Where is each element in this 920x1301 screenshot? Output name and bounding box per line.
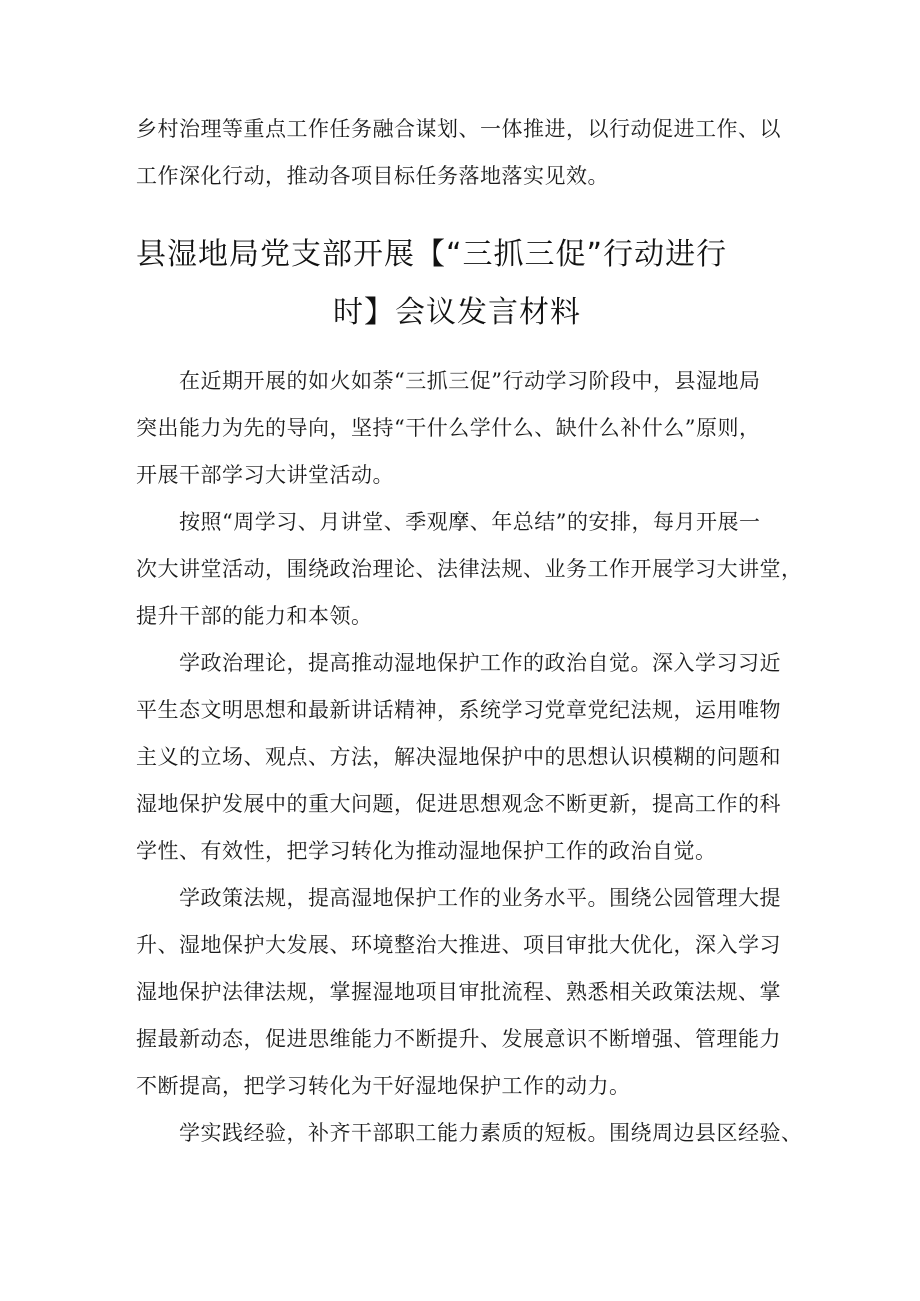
paragraph-3 [136,640,796,875]
paragraph-line: 突出能力为先的导向，坚持“干什么学什么、缺什么补什么”原则， [136,416,761,440]
document-title [136,226,796,342]
paragraph-line: 学实践经验，补齐干部职工能力素质的短板。围绕周边县区经验、 [136,1121,803,1145]
paragraph-2 [136,499,803,640]
paragraph-line: 升、湿地保护大发展、环境整治大推进、项目审批大优化，深入学习 [136,933,781,957]
paragraph-line: 开展干部学习大讲堂活动。 [136,463,394,487]
paragraph-4 [136,875,796,1110]
paragraph-1 [136,358,796,499]
paragraph-line: 握最新动态，促进思维能力不断提升、发展意识不断增强、管理能力 [136,1027,781,1051]
paragraph-line: 学政治理论，提高推动湿地保护工作的政治自觉。深入学习习近 [136,651,781,675]
paragraph-line: 在近期开展的如火如荼“三抓三促”行动学习阶段中，县湿地局 [136,369,761,393]
paragraph-line: 学性、有效性，把学习转化为推动湿地保护工作的政治自觉。 [136,839,717,863]
paragraph-line: 提升干部的能力和本领。 [136,604,373,628]
paragraph-line: 湿地保护发展中的重大问题，促进思想观念不断更新，提高工作的科 [136,792,781,816]
paragraph-line: 主义的立场、观点、方法，解决湿地保护中的思想认识模糊的问题和 [136,745,781,769]
paragraph-line: 工作深化行动，推动各项目标任务落地落实见效。 [136,164,609,188]
paragraph-line: 乡村治理等重点工作任务融合谋划、一体推进，以行动促进工作、以 [136,117,781,141]
body-text [136,358,803,1157]
paragraph-5 [136,1110,803,1157]
paragraph-line: 平生态文明思想和最新讲话精神，系统学习党章党纪法规，运用唯物 [136,698,781,722]
paragraph-line: 次大讲堂活动，围绕政治理论、法律法规、业务工作开展学习大讲堂， [136,557,803,581]
paragraph-line: 按照“周学习、月讲堂、季观摩、年总结”的安排，每月开展一 [136,510,761,534]
paragraph-line: 不断提高，把学习转化为干好湿地保护工作的动力。 [136,1074,631,1098]
paragraph-line: 学政策法规，提高湿地保护工作的业务水平。围绕公园管理大提 [136,886,781,910]
title-line-2: 时】会议发言材料 [333,295,581,330]
paragraph-line: 湿地保护法律法规，掌握湿地项目审批流程、熟悉相关政策法规、掌 [136,980,781,1004]
title-line-1: 县湿地局党支部开展【“三抓三促”行动进行 [136,237,728,272]
top-paragraph [136,106,796,200]
